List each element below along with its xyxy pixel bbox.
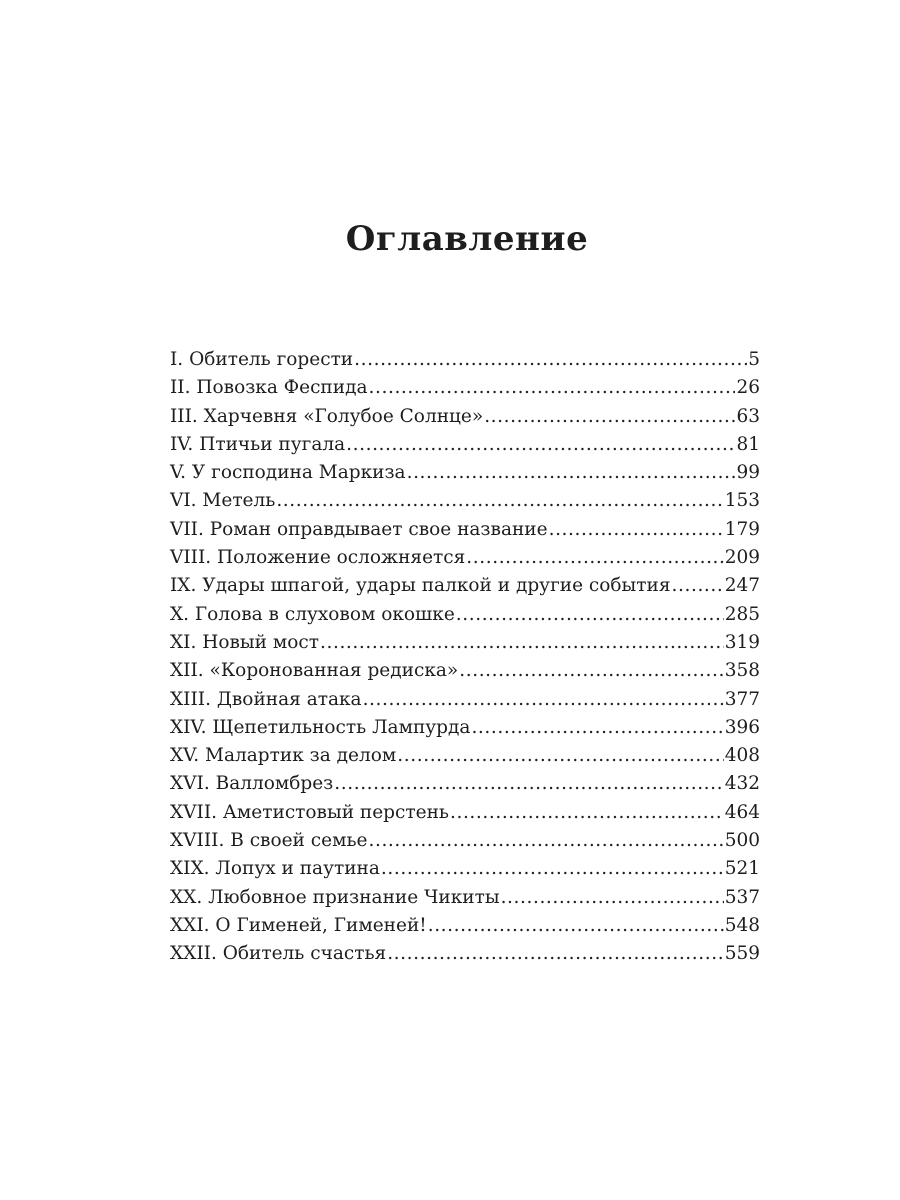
- dot-leader: [276, 487, 723, 515]
- toc-entry-title: XIX. Лопух и паутина: [170, 858, 380, 880]
- toc-entry: [170, 742, 760, 770]
- dot-leader: [450, 799, 724, 827]
- toc-entry-page-number: 377: [724, 688, 760, 710]
- dot-leader: [363, 686, 724, 714]
- table-of-contents: [170, 346, 760, 969]
- toc-entry-page-number: 559: [724, 943, 760, 965]
- toc-entry-page-number: 153: [724, 490, 760, 512]
- toc-entry-page-number: 396: [724, 716, 760, 738]
- dot-leader: [549, 516, 724, 544]
- toc-entry-page-number: 99: [736, 462, 760, 484]
- toc-entry: [170, 487, 760, 515]
- toc-entry-page-number: 26: [736, 377, 760, 399]
- toc-entry-title: XV. Малартик за делом: [170, 745, 397, 767]
- toc-entry: [170, 799, 760, 827]
- toc-entry-page-number: 500: [724, 830, 760, 852]
- toc-entry-title: VII. Роман оправдывает свое название: [170, 518, 548, 540]
- toc-entry-page-number: 81: [736, 433, 760, 455]
- toc-entry-title: III. Харчевня «Голубое Солнце»: [170, 405, 484, 427]
- page-title: Оглавление: [345, 219, 589, 259]
- dot-leader: [397, 742, 723, 770]
- dot-leader: [369, 374, 736, 402]
- toc-entry-page-number: 179: [724, 518, 760, 540]
- toc-entry-page-number: 5: [748, 349, 760, 370]
- toc-entry-title: I. Обитель горести: [170, 349, 354, 370]
- toc-entry-title: XIII. Двойная атака: [170, 688, 362, 710]
- toc-entry: [170, 431, 760, 459]
- toc-entry: [170, 855, 760, 883]
- toc-entry: [170, 770, 760, 798]
- toc-entry-page-number: 285: [724, 603, 760, 625]
- toc-entry-title: XVI. Валломбрез: [170, 773, 334, 795]
- toc-entry: [170, 374, 760, 402]
- dot-leader: [368, 827, 723, 855]
- dot-leader: [381, 855, 724, 883]
- toc-entry-title: VI. Метель: [170, 490, 276, 512]
- toc-entry: [170, 714, 760, 742]
- dot-leader: [354, 346, 747, 374]
- toc-entry-page-number: 548: [724, 914, 760, 936]
- toc-entry-title: XXII. Обитель счастья: [170, 943, 387, 965]
- toc-entry-page-number: 464: [724, 801, 760, 823]
- toc-entry: [170, 884, 760, 912]
- dot-leader: [484, 403, 735, 431]
- dot-leader: [501, 884, 724, 912]
- toc-entry: [170, 629, 760, 657]
- toc-entry-title: II. Повозка Феспида: [170, 377, 368, 399]
- toc-entry-page-number: 408: [724, 745, 760, 767]
- dot-leader: [428, 912, 724, 940]
- toc-entry: [170, 601, 760, 629]
- dot-leader: [407, 459, 736, 487]
- dot-leader: [387, 940, 723, 968]
- toc-entry: [170, 459, 760, 487]
- dot-leader: [334, 770, 723, 798]
- dot-leader: [346, 431, 735, 459]
- toc-entry-title: IV. Птичьи пугала: [170, 433, 346, 455]
- toc-entry-title: XIV. Щепетильность Лампурда: [170, 716, 471, 738]
- toc-entry-page-number: 537: [724, 886, 760, 908]
- toc-entry: [170, 657, 760, 685]
- toc-entry-title: XI. Новый мост: [170, 631, 319, 653]
- toc-entry-page-number: 63: [736, 405, 760, 427]
- toc-entry: [170, 686, 760, 714]
- toc-entry-title: V. У господина Маркиза: [170, 462, 406, 484]
- dot-leader: [459, 657, 723, 685]
- toc-entry-title: VIII. Положение осложняется: [170, 547, 466, 569]
- toc-entry-page-number: 247: [724, 575, 760, 597]
- toc-entry: [170, 516, 760, 544]
- toc-entry: [170, 544, 760, 572]
- toc-entry-title: XVIII. В своей семье: [170, 830, 368, 852]
- dot-leader: [672, 572, 724, 600]
- toc-entry-title: X. Голова в слуховом окошке: [170, 603, 455, 625]
- dot-leader: [456, 601, 724, 629]
- toc-entry-title: XX. Любовное признание Чикиты: [170, 886, 500, 908]
- toc-entry: [170, 827, 760, 855]
- toc-entry-title: XXI. О Гименей, Гименей!: [170, 914, 427, 936]
- toc-entry-title: XII. «Коронованная редиска»: [170, 660, 459, 682]
- dot-leader: [466, 544, 723, 572]
- toc-entry: [170, 346, 760, 374]
- toc-entry-title: IX. Удары шпагой, удары палкой и другие события: [170, 575, 671, 597]
- toc-entry: [170, 940, 760, 968]
- toc-entry-page-number: 209: [724, 547, 760, 569]
- toc-entry: [170, 912, 760, 940]
- dot-leader: [471, 714, 723, 742]
- toc-entry: [170, 403, 760, 431]
- toc-entry-page-number: 319: [724, 631, 760, 653]
- toc-entry-page-number: 432: [724, 773, 760, 795]
- toc-entry-page-number: 521: [724, 858, 760, 880]
- toc-entry: [170, 572, 760, 600]
- toc-entry-page-number: 358: [724, 660, 760, 682]
- dot-leader: [320, 629, 724, 657]
- toc-entry-title: XVII. Аметистовый перстень: [170, 801, 449, 823]
